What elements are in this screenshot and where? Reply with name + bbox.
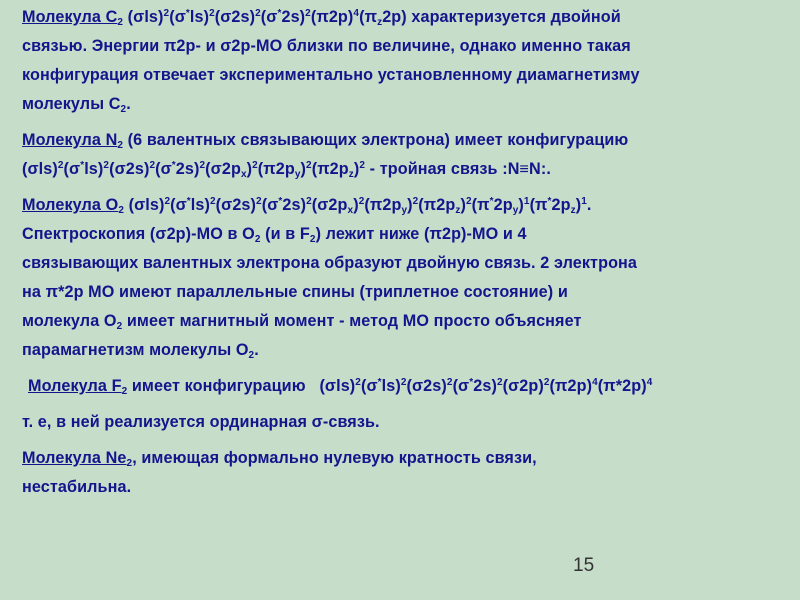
subscript: 2 (116, 321, 123, 332)
subscript: 2 (117, 140, 124, 151)
superscript: 2 (400, 377, 407, 388)
text-line: ) лежит ниже (π2р)-МО и 4 (315, 225, 527, 243)
config-text: 2s) (473, 377, 497, 395)
paragraph-n2 (22, 126, 794, 184)
superscript: 2 (199, 160, 206, 171)
superscript: * (278, 196, 283, 207)
config-text: ) (575, 196, 582, 214)
text-line: парамагнетизм молекулы О (22, 341, 249, 359)
superscript: * (80, 160, 85, 171)
superscript: 2 (412, 196, 419, 207)
config-text: (σls) (22, 160, 58, 178)
config-text: (σ (170, 196, 187, 214)
config-text: ) (353, 196, 359, 214)
superscript: 2 (355, 377, 361, 388)
config-text: (π2p) (310, 8, 354, 26)
config-text: ) (518, 196, 524, 214)
config-text: (σ (261, 196, 279, 214)
config-text: ) (407, 196, 413, 214)
superscript: * (277, 8, 282, 19)
superscript: 4 (353, 8, 360, 19)
text-line: связью. Энергии π2р- и σ2р-МО близки по величине, однако именно такая (22, 37, 631, 55)
subscript: y (401, 205, 408, 216)
text-line: . (126, 95, 131, 113)
config-text: ) (300, 160, 307, 178)
text-line: молекулы С (22, 95, 121, 113)
superscript: * (171, 160, 176, 171)
config-text: (σ (360, 377, 378, 395)
superscript: 2 (465, 196, 472, 207)
subscript: 2 (118, 205, 124, 216)
text-line: , имеющая формально нулевую кратность связи, (132, 449, 537, 467)
page-number: 15 (573, 555, 595, 576)
superscript: * (185, 8, 190, 19)
subscript: z (348, 169, 354, 180)
config-text: ls) (381, 377, 401, 395)
subscript: z (377, 17, 383, 28)
superscript: 2 (209, 8, 215, 19)
config-text: (π2p (418, 196, 456, 214)
subscript: z (455, 205, 461, 216)
superscript: 1 (581, 196, 587, 207)
config-text: 2p (551, 196, 571, 214)
molecule-f2-label (28, 377, 127, 395)
config-text: (σ2p) (502, 377, 544, 395)
superscript: 2 (359, 160, 366, 171)
subscript: 2 (117, 17, 124, 28)
superscript: 2 (358, 196, 365, 207)
superscript: 2 (256, 196, 262, 207)
config-text: 2p (493, 196, 513, 214)
text-line: связывающих валентных электрона образуют двойную связь. 2 электрона (22, 254, 638, 272)
subscript: 2 (309, 234, 316, 245)
config-text: 2p) характеризуется двойной (382, 8, 621, 26)
superscript: 2 (163, 8, 170, 19)
subscript: y (294, 169, 301, 180)
superscript: 2 (209, 196, 216, 207)
superscript: * (489, 196, 494, 207)
subscript: z (570, 205, 576, 216)
config-text: (σls) (319, 377, 356, 395)
subscript: 2 (121, 386, 128, 397)
superscript: 2 (306, 160, 312, 171)
config-text: (π2p (311, 160, 349, 178)
config-text: (σ2s) (109, 160, 150, 178)
subscript: x (240, 169, 247, 180)
config-text: (σ (63, 160, 81, 178)
text-line: имеет магнитный момент - метод МО просто объясняет (122, 312, 582, 330)
config-text: . (586, 196, 592, 214)
text-line: Спектроскопия (σ2р)-МО в О (22, 225, 255, 243)
superscript: 2 (543, 377, 550, 388)
superscript: 2 (255, 8, 261, 19)
superscript: * (377, 377, 382, 388)
text-line: (и в F (260, 225, 310, 243)
config-text: (π*2p) (597, 377, 647, 395)
text-line: нестабильна. (22, 478, 132, 496)
subscript: 2 (126, 458, 133, 469)
superscript: 2 (149, 160, 156, 171)
config-text: (π (529, 196, 548, 214)
config-text: (π2p (257, 160, 295, 178)
config-text: 2s) (175, 160, 200, 178)
molecule-n2-label (22, 131, 123, 149)
paragraph-o2 (22, 191, 794, 365)
superscript: 4 (592, 377, 598, 388)
text-line: . (254, 341, 259, 359)
config-text: (σls) (123, 196, 165, 214)
molecule-name: Молекула C (22, 8, 118, 26)
molecule-name: Молекула Ne (22, 449, 127, 467)
paragraph-c2 (22, 3, 794, 119)
subscript: 2 (254, 234, 261, 245)
text-line: на π*2р МО имеют параллельные спины (триплетное состояние) и (22, 283, 568, 301)
config-text: - тройная связь :N≡N:. (365, 160, 551, 178)
config-text: (π (359, 8, 378, 26)
subscript: x (347, 205, 354, 216)
config-text: (σ2p (311, 196, 348, 214)
config-text: (σ2s) (406, 377, 447, 395)
config-text: (π (471, 196, 490, 214)
text-line: (6 валентных связывающих электрона) имеет конфигурацию (123, 131, 629, 149)
config-text: ls) (189, 8, 210, 26)
config-text: (σ (155, 160, 172, 178)
superscript: 2 (252, 160, 258, 171)
subscript: 2 (248, 350, 255, 361)
molecule-ne2-label (22, 449, 132, 467)
superscript: 2 (306, 196, 312, 207)
paragraph-ne2 (22, 444, 794, 502)
superscript: 2 (496, 377, 503, 388)
paragraph-f2 (22, 372, 794, 401)
text-line: молекула О (22, 312, 117, 330)
config-text: ls) (84, 160, 104, 178)
config-text: 2s) (281, 8, 306, 26)
superscript: 2 (446, 377, 453, 388)
superscript: 2 (164, 196, 171, 207)
paragraph-f2-note (22, 408, 794, 437)
superscript: * (186, 196, 191, 207)
superscript: * (469, 377, 474, 388)
subscript: y (512, 205, 519, 216)
molecule-o2-label (22, 196, 124, 214)
molecule-name: Молекула O (22, 196, 119, 214)
slide-content (22, 3, 794, 509)
molecule-name: Молекула N (22, 131, 118, 149)
molecule-c2-label (22, 8, 123, 26)
superscript: * (547, 196, 552, 207)
config-text: (π2p) (549, 377, 593, 395)
config-text: ls) (190, 196, 210, 214)
superscript: 2 (57, 160, 64, 171)
config-text: (σ (260, 8, 278, 26)
config-text: (σ (169, 8, 186, 26)
molecule-name: Молекула F (28, 377, 122, 395)
config-text: ) (246, 160, 253, 178)
config-text: ) (353, 160, 360, 178)
config-text: (σls) (123, 8, 164, 26)
superscript: 2 (103, 160, 110, 171)
superscript: 1 (523, 196, 530, 207)
superscript: 2 (305, 8, 311, 19)
config-text: 2s) (282, 196, 307, 214)
config-text: (σ2s) (215, 196, 257, 214)
subscript: 2 (120, 104, 127, 115)
config-text: ) (460, 196, 466, 214)
config-text: (σ (452, 377, 470, 395)
config-text: (σ2s) (214, 8, 256, 26)
text-line: т. е, в ней реализуется ординарная σ-связь. (22, 413, 380, 431)
text-line: имеет конфигурацию (127, 377, 320, 395)
config-text: (π2p (364, 196, 402, 214)
config-text: (σ2p (205, 160, 241, 178)
superscript: 4 (646, 377, 653, 388)
text-line: конфигурация отвечает экспериментально установленному диамагнетизму (22, 66, 640, 84)
